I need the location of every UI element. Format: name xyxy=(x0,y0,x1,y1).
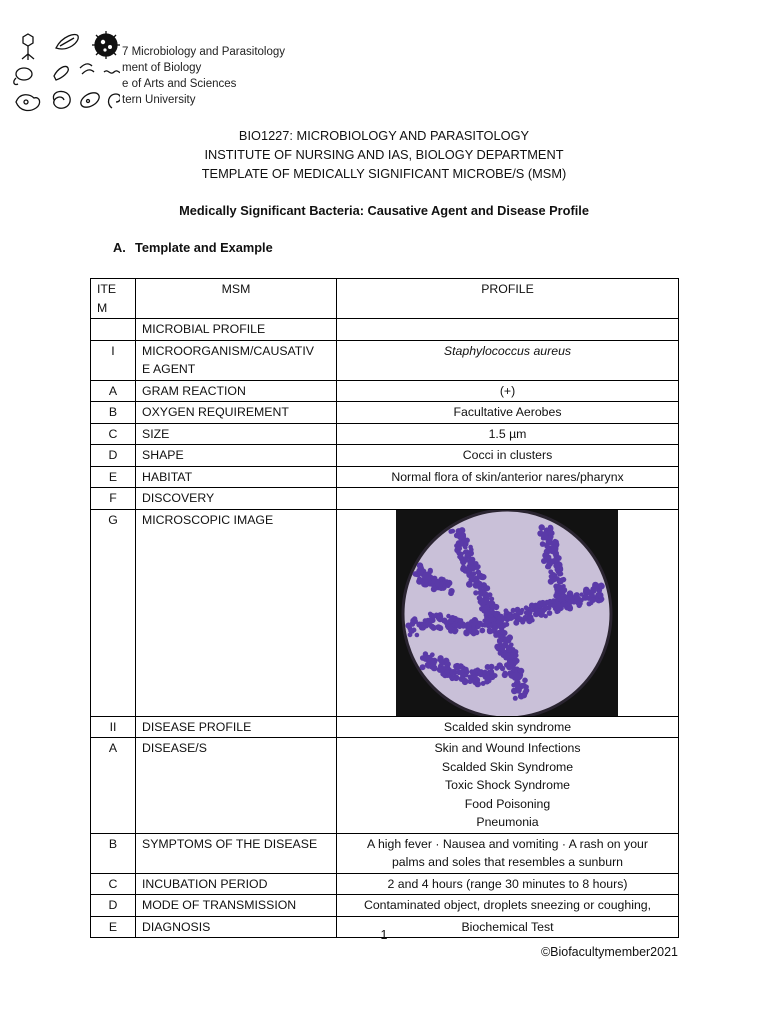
profile-cell xyxy=(337,833,679,873)
table-row xyxy=(91,738,679,834)
coccus-cell xyxy=(493,673,498,678)
coccus-cell xyxy=(547,610,553,616)
profile-cell: Contaminated object, droplets sneezing or coughing, xyxy=(337,895,679,917)
coccus-cell xyxy=(530,617,535,622)
coccus-cell xyxy=(478,585,483,590)
coccus-cell xyxy=(412,616,417,621)
coccus-cell xyxy=(462,677,469,684)
profile-cell: Facultative Aerobes xyxy=(337,402,679,424)
coccus-cell xyxy=(478,670,483,675)
item-cell: F xyxy=(91,488,136,510)
disease-item: Scalded Skin Syndrome xyxy=(441,759,574,774)
profile-cell: Biochemical Test xyxy=(337,916,679,938)
table-row xyxy=(91,380,679,402)
coccus-cell xyxy=(549,530,555,536)
coccus-cell xyxy=(559,571,564,576)
coccus-cell xyxy=(558,595,565,602)
table-row xyxy=(91,402,679,424)
coccus-cell xyxy=(513,672,519,678)
coccus-cell xyxy=(560,589,566,595)
coccus-cell xyxy=(568,595,573,600)
disease-item: Pneumonia xyxy=(476,815,539,829)
coccus-cell xyxy=(506,646,512,652)
coccus-cell xyxy=(499,645,505,651)
profile-line: A high fever · Nausea and vomiting · A rash on your xyxy=(367,836,648,851)
coccus-cell xyxy=(473,674,478,679)
coccus-cell xyxy=(597,592,603,598)
table-row xyxy=(91,716,679,738)
profile-cell: Normal flora of skin/anterior nares/pharynx xyxy=(337,466,679,488)
coccus-cell xyxy=(465,550,471,556)
coccus-cell xyxy=(486,609,492,615)
coccus-cell xyxy=(437,625,443,631)
profile-cell: 2 and 4 hours (range 30 minutes to 8 hours) xyxy=(337,873,679,895)
msm-cell: DIAGNOSIS xyxy=(136,916,337,938)
coccus-cell xyxy=(437,612,442,617)
profile-cell-image xyxy=(337,509,679,716)
msm-cell: HABITAT xyxy=(136,466,337,488)
coccus-cell xyxy=(467,559,473,565)
coccus-cell xyxy=(457,554,462,559)
item-cell: I xyxy=(91,340,136,380)
document-subtitle: Medically Significant Bacteria: Causative Agent and Disease Profile xyxy=(179,203,589,218)
coccus-cell xyxy=(503,639,507,643)
profile-cell xyxy=(337,488,679,510)
coccus-cell xyxy=(463,544,468,549)
msm-cell-line: MICROORGANISM/CAUSATIV xyxy=(142,343,314,358)
table-row xyxy=(91,488,679,510)
coccus-cell xyxy=(513,660,518,665)
msm-cell: SHAPE xyxy=(136,445,337,467)
coccus-cell xyxy=(457,533,464,540)
profile-cell: Scalded skin syndrome xyxy=(337,716,679,738)
coccus-cell xyxy=(457,546,462,551)
item-cell: D xyxy=(91,445,136,467)
table-row xyxy=(91,509,679,716)
msm-cell: MICROSCOPIC IMAGE xyxy=(136,509,337,716)
coccus-cell xyxy=(476,564,481,569)
coccus-cell xyxy=(419,570,424,575)
coccus-cell xyxy=(446,579,453,586)
msm-cell: DISCOVERY xyxy=(136,488,337,510)
profile-cell: Staphylococcus aureus xyxy=(337,340,679,380)
coccus-cell xyxy=(464,537,470,543)
department-title: INSTITUTE OF NURSING AND IAS, BIOLOGY DEPARTMENT xyxy=(204,147,564,162)
coccus-cell xyxy=(551,576,556,581)
coccus-cell xyxy=(527,610,532,615)
coccus-cell xyxy=(445,661,451,667)
coccus-cell xyxy=(548,602,553,607)
coccus-cell xyxy=(590,597,595,602)
coccus-cell xyxy=(555,550,559,554)
coccus-cell xyxy=(474,629,479,634)
msm-cell: MODE OF TRANSMISSION xyxy=(136,895,337,917)
coccus-cell xyxy=(456,669,462,675)
coccus-cell xyxy=(469,574,474,579)
disease-item: Food Poisoning xyxy=(464,796,551,811)
msm-cell-line: E AGENT xyxy=(142,362,196,376)
coccus-cell xyxy=(504,621,509,626)
coccus-cell xyxy=(518,609,524,615)
table-row xyxy=(91,319,679,341)
coccus-cell xyxy=(511,607,516,612)
coccus-cell xyxy=(515,614,520,619)
header-item xyxy=(91,279,136,319)
coccus-cell xyxy=(471,624,476,629)
section-title: Template and Example xyxy=(135,240,273,255)
msm-cell: SIZE xyxy=(136,423,337,445)
table-row xyxy=(91,466,679,488)
msm-cell xyxy=(136,340,337,380)
coccus-cell xyxy=(515,683,520,688)
coccus-cell xyxy=(539,607,546,614)
coccus-cell xyxy=(481,574,487,580)
coccus-cell xyxy=(415,632,420,637)
coccus-cell xyxy=(547,536,552,541)
msm-cell: DISEASE/S xyxy=(136,738,337,834)
profile-cell: 1.5 µm xyxy=(337,423,679,445)
table-row xyxy=(91,833,679,873)
coccus-cell xyxy=(469,669,474,674)
coccus-cell xyxy=(511,665,516,670)
microbe-logo-icon xyxy=(10,28,135,118)
coccus-cell xyxy=(504,608,509,613)
profile-cell: (+) xyxy=(337,380,679,402)
coccus-cell xyxy=(520,682,525,687)
item-cell: A xyxy=(91,380,136,402)
coccus-cell xyxy=(503,670,508,675)
coccus-cell xyxy=(453,674,460,681)
msm-cell: SYMPTOMS OF THE DISEASE xyxy=(136,833,337,873)
copyright-notice: ©Biofacultymember2021 xyxy=(540,945,678,959)
document-header xyxy=(0,126,768,183)
coccus-cell xyxy=(529,602,535,608)
disease-item: Toxic Shock Syndrome xyxy=(444,778,571,792)
coccus-cell xyxy=(522,677,528,683)
msm-table xyxy=(90,278,679,938)
item-cell: B xyxy=(91,833,136,873)
coccus-cell xyxy=(539,524,545,530)
table-row xyxy=(91,895,679,917)
coccus-cell xyxy=(477,620,483,626)
item-cell: B xyxy=(91,402,136,424)
coccus-cell xyxy=(408,628,413,633)
coccus-cell xyxy=(439,585,444,590)
profile-line: palms and soles that resembles a sunburn xyxy=(391,855,624,869)
coccus-cell xyxy=(459,541,464,546)
coccus-cell xyxy=(567,604,573,610)
coccus-cell xyxy=(432,665,437,670)
coccus-cell xyxy=(424,582,429,587)
item-cell: C xyxy=(91,873,136,895)
coccus-cell xyxy=(445,669,451,675)
table-row xyxy=(91,445,679,467)
coccus-cell xyxy=(458,621,463,626)
item-cell: II xyxy=(91,716,136,738)
coccus-cell xyxy=(546,554,551,559)
microscopic-image xyxy=(396,510,618,716)
item-cell: A xyxy=(91,738,136,834)
table-row xyxy=(91,873,679,895)
coccus-cell xyxy=(450,528,455,533)
item-cell: C xyxy=(91,423,136,445)
header-profile: PROFILE xyxy=(337,279,679,319)
coccus-cell xyxy=(439,581,444,586)
letterhead xyxy=(122,44,285,108)
header-item-text: ITE xyxy=(97,282,117,296)
coccus-cell xyxy=(524,605,529,610)
coccus-cell xyxy=(468,678,473,683)
coccus-cell xyxy=(493,603,499,609)
coccus-cell xyxy=(489,668,494,673)
coccus-cell xyxy=(546,547,552,553)
msm-cell: INCUBATION PERIOD xyxy=(136,873,337,895)
coccus-cell xyxy=(497,662,503,668)
coccus-cell xyxy=(479,627,485,633)
coccus-cell xyxy=(408,632,413,637)
coccus-cell xyxy=(450,669,456,675)
section-letter: A. xyxy=(113,240,126,255)
letterhead-line: e of Arts and Sciences xyxy=(122,78,237,90)
item-cell: D xyxy=(91,895,136,917)
msm-cell: GRAM REACTION xyxy=(136,380,337,402)
coccus-cell xyxy=(513,695,518,700)
coccus-cell xyxy=(469,547,474,552)
disease-item: Skin and Wound Infections xyxy=(434,741,581,755)
msm-cell: DISEASE PROFILE xyxy=(136,716,337,738)
table-row xyxy=(91,340,679,380)
coccus-cell xyxy=(556,603,562,609)
coccus-cell xyxy=(547,559,553,565)
coccus-cell xyxy=(518,692,525,699)
course-title: BIO1227: MICROBIOLOGY AND PARASITOLOGY xyxy=(238,128,530,143)
table-header-row xyxy=(91,279,679,319)
coccus-cell xyxy=(557,578,564,585)
coccus-cell xyxy=(449,588,455,594)
letterhead-line: 7 Microbiology and Parasitology xyxy=(122,46,286,58)
coccus-cell xyxy=(561,584,565,588)
coccus-cell xyxy=(598,582,604,588)
coccus-cell xyxy=(454,628,459,633)
coccus-cell xyxy=(430,617,435,622)
coccus-cell xyxy=(592,583,598,589)
profile-cell xyxy=(337,319,679,341)
coccus-cell xyxy=(484,585,490,591)
letterhead-line: ment of Biology xyxy=(122,62,202,74)
coccus-cell xyxy=(590,592,595,597)
coccus-cell xyxy=(567,599,572,604)
section-heading xyxy=(113,240,273,255)
item-cell xyxy=(91,319,136,341)
coccus-cell xyxy=(437,617,441,621)
coccus-cell xyxy=(577,600,583,606)
profile-cell: Cocci in clusters xyxy=(337,445,679,467)
page-number: 1 xyxy=(380,928,388,942)
header-msm: MSM xyxy=(136,279,337,319)
coccus-cell xyxy=(485,664,491,670)
msm-cell: OXYGEN REQUIREMENT xyxy=(136,402,337,424)
letterhead-line: tern University xyxy=(122,94,196,106)
item-cell: E xyxy=(91,916,136,938)
coccus-cell xyxy=(439,659,445,665)
coccus-cell xyxy=(541,536,546,541)
table-row xyxy=(91,423,679,445)
profile-cell xyxy=(337,738,679,834)
template-title: TEMPLATE OF MEDICALLY SIGNIFICANT MICROBE/S (MSM) xyxy=(201,166,567,181)
item-cell: G xyxy=(91,509,136,716)
item-cell: E xyxy=(91,466,136,488)
coccus-cell xyxy=(420,664,426,670)
coccus-cell xyxy=(478,589,484,595)
msm-cell: MICROBIAL PROFILE xyxy=(136,319,337,341)
coccus-cell xyxy=(483,669,488,674)
coccus-cell xyxy=(487,623,492,628)
header-item-text: M xyxy=(97,300,108,315)
coccus-cell xyxy=(509,654,515,660)
coccus-cell xyxy=(463,666,468,671)
